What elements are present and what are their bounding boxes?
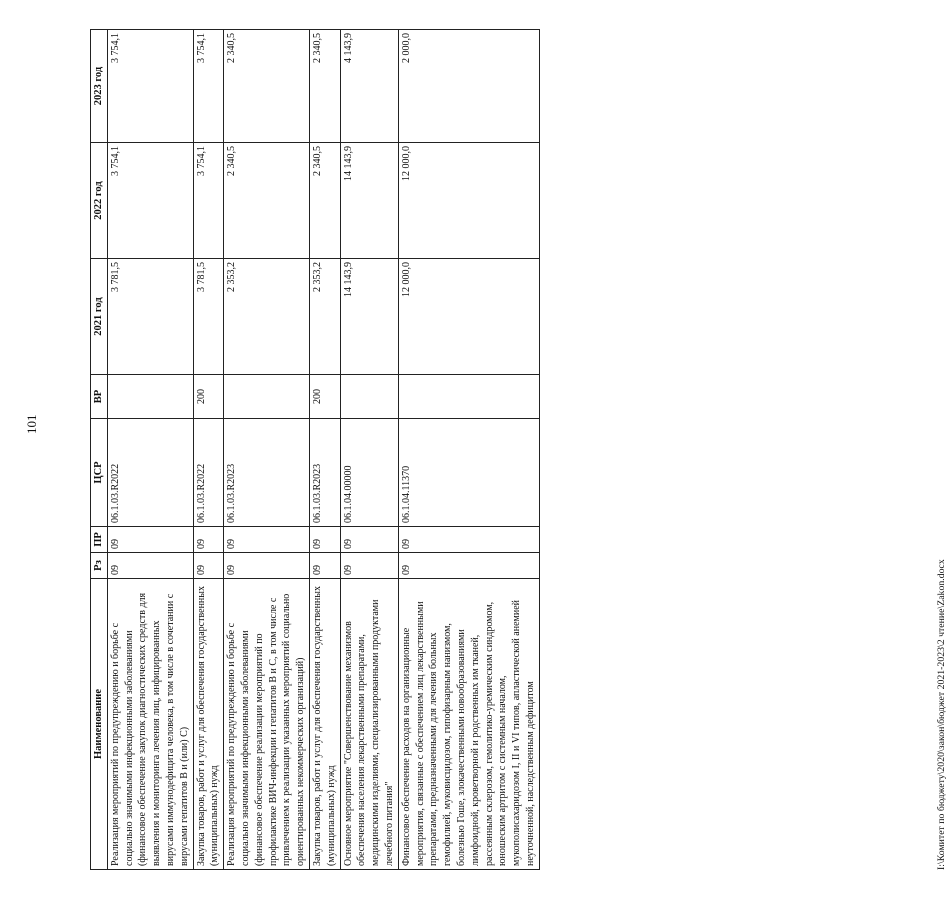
- cell-name: Реализация мероприятий по предупреждению и борьбе с социально значимыми инфекционными заболеваниями (финансовое обеспечение реализации мероприятий по профилактике ВИЧ-инфекции и гепатитов B и C, в том числе с привлечением к реализации указанных мероприятий социально ориентированных некоммерческих организаций): [224, 579, 310, 870]
- cell-2023: 2 340,5: [309, 30, 340, 143]
- cell-2023: 3 754,1: [193, 30, 224, 143]
- page-number: 101: [24, 414, 39, 434]
- table-row: [309, 30, 340, 870]
- table-row: [193, 30, 224, 870]
- cell-pr: 09: [107, 527, 193, 553]
- cell-2021: 12 000,0: [398, 259, 539, 375]
- cell-vr: [224, 375, 310, 419]
- cell-vr: 200: [309, 375, 340, 419]
- header-2023: 2023 год: [91, 30, 108, 143]
- cell-pr: 09: [309, 527, 340, 553]
- cell-name: Реализация мероприятий по предупреждению и борьбе с социально значимыми инфекционными заболеваниями (финансовое обеспечение закупок диагностических средств для выявления и мониторинга лечения лиц, инфицированных вирусами иммунодефицита человека, в том числе в сочетании с вирусами гепатитов B и (или) C): [107, 579, 193, 870]
- table-header-row: [91, 30, 108, 870]
- cell-csr: 06.1.03.R2022: [107, 419, 193, 527]
- cell-pr: 09: [340, 527, 398, 553]
- header-2021: 2021 год: [91, 259, 108, 375]
- cell-name: Основное мероприятие "Совершенствование механизмов обеспечения населения лекарственными препаратами, медицинскими изделиями, специализированными продуктами лечебного питания": [340, 579, 398, 870]
- cell-2022: 3 754,1: [107, 143, 193, 259]
- cell-csr: 06.1.04.00000: [340, 419, 398, 527]
- header-name: Наименование: [91, 579, 108, 870]
- file-path-footer: I:\Комитет по бюджету\2020\закон\бюджет 2021-2023\2 чтение\Zakon.docx: [936, 559, 947, 870]
- cell-vr: [107, 375, 193, 419]
- cell-2021: 3 781,5: [107, 259, 193, 375]
- cell-csr: 06.1.03.R2023: [224, 419, 310, 527]
- cell-2022: 3 754,1: [193, 143, 224, 259]
- header-pr: ПР: [91, 527, 108, 553]
- cell-rz: 09: [398, 553, 539, 579]
- table-row: [107, 30, 193, 870]
- header-vr: ВР: [91, 375, 108, 419]
- cell-2021: 3 781,5: [193, 259, 224, 375]
- header-rz: Рз: [91, 553, 108, 579]
- cell-vr: [398, 375, 539, 419]
- budget-table: [90, 29, 540, 870]
- cell-2021: 14 143,9: [340, 259, 398, 375]
- cell-name: Закупка товаров, работ и услуг для обеспечения государственных (муниципальных) нужд: [309, 579, 340, 870]
- cell-2021: 2 353,2: [309, 259, 340, 375]
- cell-2022: 2 340,5: [309, 143, 340, 259]
- header-csr: ЦСР: [91, 419, 108, 527]
- cell-csr: 06.1.03.R2023: [309, 419, 340, 527]
- cell-vr: 200: [193, 375, 224, 419]
- cell-rz: 09: [309, 553, 340, 579]
- cell-rz: 09: [107, 553, 193, 579]
- cell-rz: 09: [224, 553, 310, 579]
- cell-2022: 14 143,9: [340, 143, 398, 259]
- table-row: [224, 30, 310, 870]
- cell-2022: 2 340,5: [224, 143, 310, 259]
- cell-pr: 09: [193, 527, 224, 553]
- cell-2023: 3 754,1: [107, 30, 193, 143]
- cell-rz: 09: [340, 553, 398, 579]
- cell-pr: 09: [224, 527, 310, 553]
- cell-csr: 06.1.04.11370: [398, 419, 539, 527]
- table-row: [398, 30, 539, 870]
- header-2022: 2022 год: [91, 143, 108, 259]
- cell-2023: 2 340,5: [224, 30, 310, 143]
- cell-vr: [340, 375, 398, 419]
- cell-2021: 2 353,2: [224, 259, 310, 375]
- cell-2023: 4 143,9: [340, 30, 398, 143]
- cell-2022: 12 000,0: [398, 143, 539, 259]
- table-row: [340, 30, 398, 870]
- cell-rz: 09: [193, 553, 224, 579]
- cell-name: Закупка товаров, работ и услуг для обеспечения государственных (муниципальных) нужд: [193, 579, 224, 870]
- cell-2023: 2 000,0: [398, 30, 539, 143]
- cell-csr: 06.1.03.R2022: [193, 419, 224, 527]
- cell-name: Финансовое обеспечение расходов на организационные мероприятия, связанные с обеспечением лиц лекарственными препаратами, предназначенными для лечения больных гемофилией, муковисцидозом, гипофизарным нанизмом, болезнью Гоше, злокачественными новообразованиями лимфоидной, кроветворной и родственных им тканей, рассеянным склерозом, гемолитико-уремическим синдромом, юношеским артритом с системным началом, мукополисахаридозом I, II и VI типов, апластической анемией неуточненной, наследственным дефицитом: [398, 579, 539, 870]
- budget-table-page: [90, 30, 947, 870]
- cell-pr: 09: [398, 527, 539, 553]
